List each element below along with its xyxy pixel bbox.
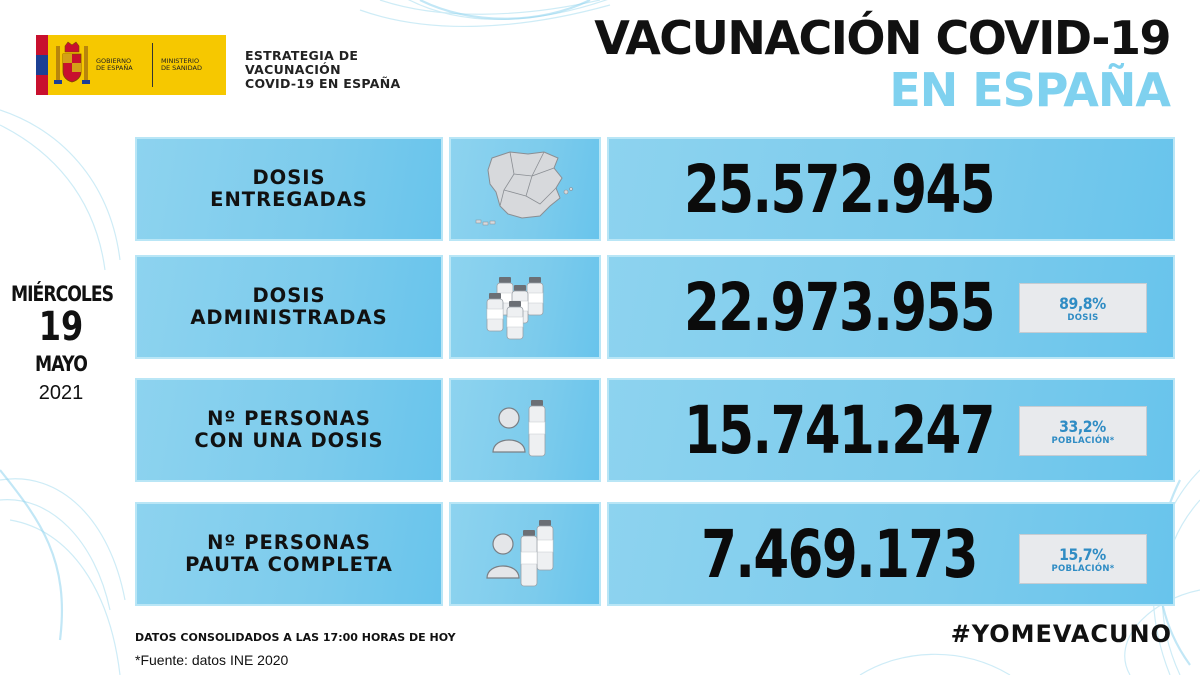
stat-label-cell bbox=[135, 502, 443, 606]
report-date bbox=[0, 282, 122, 405]
percentage-value: 33,2% bbox=[1059, 416, 1107, 436]
page-subtitle: EN ESPAÑA bbox=[889, 63, 1170, 117]
footer-note: DATOS CONSOLIDADOS A LAS 17:00 HORAS DE HOY bbox=[135, 631, 456, 644]
stat-label: DOSIS ENTREGADAS bbox=[210, 166, 368, 211]
stat-icon-cell bbox=[449, 502, 601, 606]
stat-row-una-dosis bbox=[135, 378, 1175, 482]
strategy-label: ESTRATEGIA DE VACUNACIÓN COVID-19 EN ESPAÑA bbox=[245, 48, 401, 91]
stat-value: 22.973.955 bbox=[683, 268, 995, 346]
stat-icon-cell bbox=[449, 137, 601, 241]
stat-label-cell bbox=[135, 137, 443, 241]
percentage-badge bbox=[1019, 283, 1147, 333]
stat-label-cell bbox=[135, 378, 443, 482]
stat-row-dosis-administradas bbox=[135, 255, 1175, 359]
stat-icon-cell bbox=[449, 378, 601, 482]
spain-map-icon bbox=[470, 144, 580, 234]
percentage-badge bbox=[1019, 406, 1147, 456]
percentage-label: POBLACIÓN* bbox=[1051, 435, 1115, 446]
hashtag: #YOMEVACUNO bbox=[950, 620, 1172, 648]
percentage-label: POBLACIÓN* bbox=[1051, 563, 1115, 574]
percentage-value: 15,7% bbox=[1059, 544, 1107, 564]
ministerio-label: MINISTERIO DE SANIDAD bbox=[161, 56, 202, 72]
person-two-vials-icon bbox=[483, 516, 567, 592]
stat-value: 7.469.173 bbox=[701, 515, 977, 593]
date-year: 2021 bbox=[38, 382, 84, 404]
person-one-vial-icon bbox=[485, 394, 565, 466]
flag-strip bbox=[36, 35, 48, 95]
stat-value-cell bbox=[607, 502, 1175, 606]
stat-icon-cell bbox=[449, 255, 601, 359]
date-month: MAYO bbox=[34, 352, 88, 376]
percentage-value: 89,8% bbox=[1059, 293, 1107, 313]
stat-label: DOSIS ADMINISTRADAS bbox=[190, 284, 388, 329]
stat-label: Nº PERSONAS CON UNA DOSIS bbox=[194, 407, 384, 452]
stat-value: 15.741.247 bbox=[683, 391, 995, 469]
stat-row-dosis-entregadas bbox=[135, 137, 1175, 241]
page-title: VACUNACIÓN COVID-19 bbox=[594, 11, 1170, 65]
date-weekday: MIÉRCOLES bbox=[10, 282, 114, 306]
stat-label: Nº PERSONAS PAUTA COMPLETA bbox=[185, 531, 393, 576]
stat-value: 25.572.945 bbox=[683, 150, 995, 228]
vaccine-vials-icon bbox=[485, 271, 565, 343]
coat-of-arms-icon bbox=[52, 40, 92, 90]
stat-value-cell bbox=[607, 255, 1175, 359]
stat-label-cell bbox=[135, 255, 443, 359]
stat-row-pauta-completa bbox=[135, 502, 1175, 606]
percentage-badge bbox=[1019, 534, 1147, 584]
footer-source: *Fuente: datos INE 2020 bbox=[135, 652, 289, 668]
gobierno-label: GOBIERNO DE ESPAÑA bbox=[96, 56, 133, 72]
stat-value-cell bbox=[607, 378, 1175, 482]
government-logo bbox=[36, 35, 226, 95]
percentage-label: DOSIS bbox=[1067, 312, 1099, 323]
date-day: 19 bbox=[38, 304, 84, 350]
stat-value-cell bbox=[607, 137, 1175, 241]
